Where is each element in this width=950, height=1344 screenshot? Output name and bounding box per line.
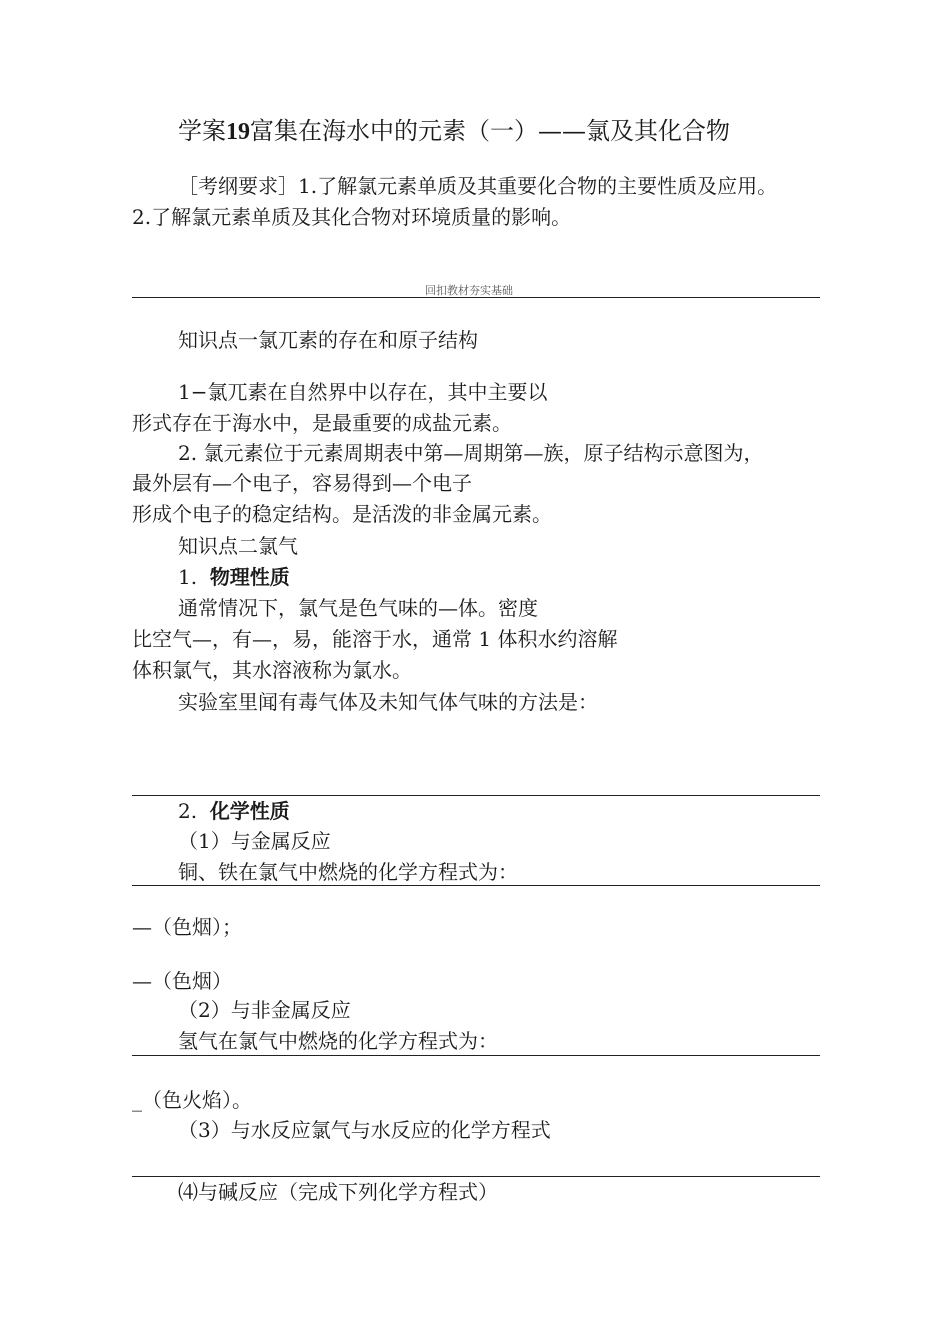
answer-line: [132, 1176, 820, 1177]
answer-line: [132, 885, 820, 886]
title-number: 19: [226, 119, 250, 145]
metal-reaction-text: 铜、铁在氯气中燃烧的化学方程式为：: [178, 860, 518, 884]
water-reaction-heading: （3）与水反应氯气与水反应的化学方程式: [178, 1118, 551, 1142]
metal-answer-2: —（色烟）: [132, 969, 232, 993]
physical-line-4: 实验室里闻有毒气体及未知气体气味的方法是：: [178, 690, 598, 714]
section-divider: [132, 297, 820, 298]
nonmetal-reaction-heading: （2）与非金属反应: [178, 998, 351, 1022]
physical-line-1: 通常情况下，氯气是色气味的—体。密度: [178, 596, 538, 620]
metal-answer-1: —（色烟）；: [132, 915, 242, 939]
knowledge1-p2-line3: 形成个电子的稳定结构。是活泼的非金属元素。: [132, 502, 552, 526]
requirements-line-1: ［考纲要求］1.了解氯元素单质及其重要化合物的主要性质及应用。: [178, 174, 778, 198]
knowledge1-heading: 知识点一氯兀素的存在和原子结构: [178, 328, 478, 352]
knowledge2-heading: 知识点二氯气: [178, 534, 298, 558]
page-title: [178, 116, 730, 147]
answer-line: [132, 795, 820, 796]
physical-label: 物理性质: [209, 565, 290, 589]
chemical-properties-heading: [178, 798, 290, 824]
nonmetal-answer: _（色火焰）。: [132, 1088, 252, 1112]
metal-reaction-heading: （1）与金属反应: [178, 829, 331, 853]
physical-line-2: 比空气—，有—，易，能溶于水，通常 1 体积水约溶解: [132, 627, 618, 651]
chemical-label: 化学性质: [209, 799, 290, 823]
section-separator-label: 回扣教材夯实基础: [425, 284, 513, 297]
physical-line-3: 体积氯气，其水溶液称为氯水。: [132, 658, 412, 682]
knowledge1-p2-line2: 最外层有—个电子，容易得到—个电子: [132, 471, 472, 495]
knowledge1-p1-line1: 1−氯兀素在自然界中以存在，其中主要以: [178, 380, 548, 404]
requirements-line-2: 2.了解氯元素单质及其化合物对环境质量的影响。: [132, 205, 572, 229]
knowledge1-p1-line2: 形式存在于海水中，是最重要的成盐元素。: [132, 411, 512, 435]
physical-properties-heading: [178, 564, 290, 590]
base-reaction-heading: ⑷与碱反应（完成下列化学方程式）: [178, 1180, 498, 1204]
answer-line: [132, 1055, 820, 1056]
physical-number: 1.: [178, 565, 198, 589]
title-rest: 富集在海水中的元素（一）——氯及其化合物: [250, 117, 730, 145]
knowledge1-p2-line1: 2. 氯元素位于元素周期表中第—周期第—族，原子结构示意图为，: [178, 441, 764, 465]
title-prefix: 学案: [178, 117, 226, 145]
chemical-number: 2.: [178, 799, 198, 823]
nonmetal-reaction-text: 氢气在氯气中燃烧的化学方程式为：: [178, 1029, 498, 1053]
